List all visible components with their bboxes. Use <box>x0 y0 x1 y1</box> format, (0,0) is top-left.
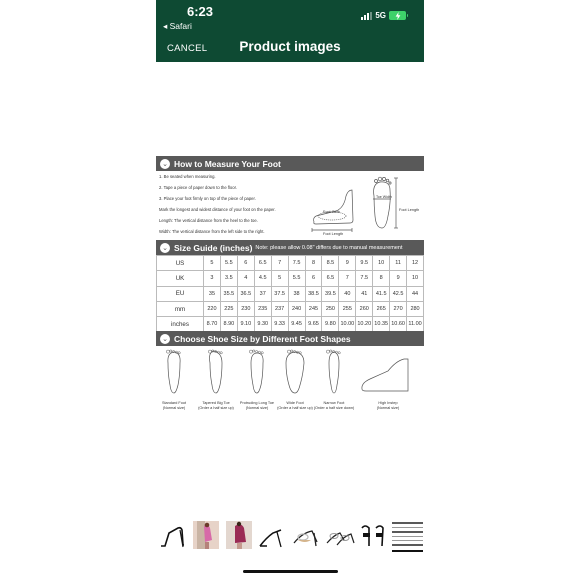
thumbnail[interactable] <box>357 518 391 552</box>
battery-icon <box>389 11 406 20</box>
section-bar-measure <box>156 156 424 171</box>
size-table-row <box>157 256 424 271</box>
size-cell: 9.65 <box>305 317 322 332</box>
size-cell: 10.35 <box>373 317 390 332</box>
size-cell: 9.30 <box>254 317 271 332</box>
measure-step: 3. Place your foot firmly on top of the piece of paper. <box>159 196 256 202</box>
foot-shape-note: (Order a half size down) <box>313 406 355 410</box>
size-cell: 36.5 <box>237 286 254 301</box>
toe-icon <box>208 350 211 353</box>
toe-icon <box>178 352 180 354</box>
size-cell: 245 <box>305 301 322 316</box>
size-cell: 3 <box>204 271 221 286</box>
foot-shape-note: (Order a half size up) <box>198 406 234 410</box>
toe-icon <box>256 351 258 353</box>
size-cell: 6.5 <box>254 256 271 271</box>
size-cell: 280 <box>407 301 424 316</box>
size-cell: 41.5 <box>373 286 390 301</box>
toe-icon <box>258 351 260 353</box>
size-cell: 9.33 <box>271 317 288 332</box>
size-cell: 5 <box>204 256 221 271</box>
size-cell: 38 <box>288 286 305 301</box>
foot-length-side-label: Foot Length <box>399 208 420 212</box>
size-cell: 230 <box>237 301 254 316</box>
size-cell: 4.5 <box>254 271 271 286</box>
size-cell: 6 <box>305 271 322 286</box>
section-title: Size Guide (inches) <box>174 242 253 253</box>
size-cell: 220 <box>204 301 221 316</box>
header <box>156 0 424 62</box>
size-table <box>156 255 424 332</box>
thumbnail-strip <box>156 518 424 552</box>
product-image-size-chart[interactable] <box>156 156 424 424</box>
size-cell: 5 <box>271 271 288 286</box>
toe-width-label: Toe Width <box>376 195 392 199</box>
size-cell: 260 <box>356 301 373 316</box>
size-cell: 240 <box>288 301 305 316</box>
size-row-label: mm <box>157 301 204 316</box>
thumbnail[interactable] <box>156 518 190 552</box>
size-cell: 9 <box>390 271 407 286</box>
section-title: How to Measure Your Foot <box>174 158 281 169</box>
chevron-down-icon: ⌄ <box>160 243 170 253</box>
thumbnail[interactable] <box>324 518 358 552</box>
foot-shape-item <box>162 350 187 410</box>
toe-icon <box>287 350 290 353</box>
size-cell: 9 <box>339 256 356 271</box>
size-cell: 9.80 <box>322 317 339 332</box>
measure-step: Mark the longest and widest distance of your foot on the paper. <box>159 207 276 213</box>
foot-outline-icon <box>286 352 304 393</box>
size-cell: 5.5 <box>288 271 305 286</box>
measure-step: Length: The vertical distance from the heel to the toe. <box>159 218 258 224</box>
size-cell: 40 <box>339 286 356 301</box>
page-title: Product images <box>239 39 341 54</box>
size-cell: 8 <box>305 256 322 271</box>
size-row-label: US <box>157 256 204 271</box>
size-cell: 250 <box>322 301 339 316</box>
foot-length-label: Foot Length <box>323 232 344 236</box>
foot-shape-note: (Normal size) <box>245 406 269 410</box>
measure-step: 2. Tape a piece of paper down to the floor. <box>159 185 237 191</box>
size-cell: 270 <box>390 301 407 316</box>
foot-shape-name: Tapered Big Toe <box>202 401 230 405</box>
toe-icon <box>253 350 255 352</box>
foot-girth-label: Foot Girth <box>323 210 340 214</box>
measure-steps <box>159 175 309 242</box>
home-indicator <box>243 570 338 573</box>
size-cell: 9.5 <box>356 256 373 271</box>
size-cell: 41 <box>356 286 373 301</box>
size-cell: 35.5 <box>220 286 237 301</box>
size-cell: 12 <box>407 256 424 271</box>
toe-icon <box>166 350 169 353</box>
foot-shape-item <box>314 350 355 410</box>
size-cell: 35 <box>204 286 221 301</box>
size-cell: 5.5 <box>220 256 237 271</box>
measure-step: Width: The vertical distance from the left side to the right. <box>159 229 265 235</box>
network-label: 5G <box>375 11 386 20</box>
size-row-label: EU <box>157 286 204 301</box>
section-title: Choose Shoe Size by Different Foot Shapes <box>174 333 351 344</box>
size-cell: 37.5 <box>271 286 288 301</box>
size-cell: 265 <box>373 301 390 316</box>
size-cell: 7.5 <box>356 271 373 286</box>
size-cell: 8 <box>373 271 390 286</box>
foot-shape-note: (Order a half size up) <box>277 406 313 410</box>
thumbnail[interactable] <box>223 518 257 552</box>
size-cell: 8.90 <box>220 317 237 332</box>
cancel-button[interactable]: CANCEL <box>167 43 208 54</box>
foot-shape-item <box>362 359 408 410</box>
size-table-row <box>157 286 424 301</box>
size-cell: 10 <box>373 256 390 271</box>
size-cell: 8.70 <box>204 317 221 332</box>
toe-icon <box>170 350 172 352</box>
size-table-row <box>157 301 424 316</box>
measure-step: 1. Be seated when measuring. <box>159 174 216 179</box>
section-bar-size-guide <box>156 240 424 255</box>
size-cell: 255 <box>339 301 356 316</box>
size-cell: 10.00 <box>339 317 356 332</box>
back-to-safari-link[interactable]: ◂ Safari <box>163 21 192 31</box>
size-cell: 3.5 <box>220 271 237 286</box>
foot-shape-name: High Instep <box>378 401 398 405</box>
phone-screen <box>156 0 424 580</box>
size-cell: 9.10 <box>237 317 254 332</box>
status-time: 6:23 <box>186 4 214 19</box>
thumbnail[interactable] <box>190 518 224 552</box>
size-cell: 10 <box>407 271 424 286</box>
chevron-down-icon: ⌄ <box>160 334 170 344</box>
toe-icon <box>261 352 263 354</box>
foot-shape-name: Narrow Foot <box>323 401 345 405</box>
size-cell: 10.20 <box>356 317 373 332</box>
toe-icon <box>338 352 340 354</box>
toe-icon <box>249 350 252 353</box>
size-cell: 10.60 <box>390 317 407 332</box>
foot-shape-note: (Normal size) <box>162 406 186 410</box>
size-table-row <box>157 271 424 286</box>
chevron-down-icon: ⌄ <box>160 159 170 169</box>
foot-outline-icon <box>168 352 180 393</box>
size-cell: 7 <box>271 256 288 271</box>
foot-shape-name: Wide Foot <box>286 401 304 405</box>
size-table-row <box>157 317 424 332</box>
size-cell: 225 <box>220 301 237 316</box>
foot-outline-icon <box>251 353 263 393</box>
section-note: Note: please allow 0.08" differs due to manual measurement <box>255 244 403 251</box>
section-bar-foot-shapes <box>156 331 424 346</box>
size-cell: 6.5 <box>322 271 339 286</box>
thumbnail[interactable] <box>290 518 324 552</box>
size-row-label: inches <box>157 317 204 332</box>
toe-icon <box>220 352 222 354</box>
foot-outline-icon <box>329 352 339 393</box>
foot-shape-item <box>277 350 313 410</box>
thumbnail[interactable] <box>257 518 291 552</box>
size-cell: 11 <box>390 256 407 271</box>
foot-shape-name: Protruding Long Toe <box>239 401 275 405</box>
size-cell: 237 <box>271 301 288 316</box>
size-cell: 42.5 <box>390 286 407 301</box>
signal-icon <box>361 12 372 20</box>
foot-shapes-diagram <box>156 349 424 424</box>
toe-icon <box>291 350 293 352</box>
size-cell: 8.5 <box>322 256 339 271</box>
size-cell: 44 <box>407 286 424 301</box>
foot-shape-note: (Normal size) <box>376 406 400 410</box>
size-cell: 235 <box>254 301 271 316</box>
size-cell: 4 <box>237 271 254 286</box>
size-cell: 38.5 <box>305 286 322 301</box>
size-row-label: UK <box>157 271 204 286</box>
high-instep-foot-icon <box>362 359 408 391</box>
foot-shape-name: Standard Foot <box>161 401 187 405</box>
size-cell: 37 <box>254 286 271 301</box>
size-cell: 11.00 <box>407 317 424 332</box>
toe-icon <box>326 350 329 353</box>
thumbnail-selected[interactable] <box>391 518 425 552</box>
foot-shape-item <box>240 350 274 410</box>
size-cell: 7 <box>339 271 356 286</box>
size-cell: 6 <box>237 256 254 271</box>
foot-shape-item <box>198 350 234 410</box>
toe-icon <box>330 350 332 352</box>
foot-outline-icon <box>210 351 223 393</box>
size-cell: 39.5 <box>322 286 339 301</box>
size-cell: 7.5 <box>288 256 305 271</box>
status-icons <box>361 11 406 20</box>
size-cell: 9.45 <box>288 317 305 332</box>
